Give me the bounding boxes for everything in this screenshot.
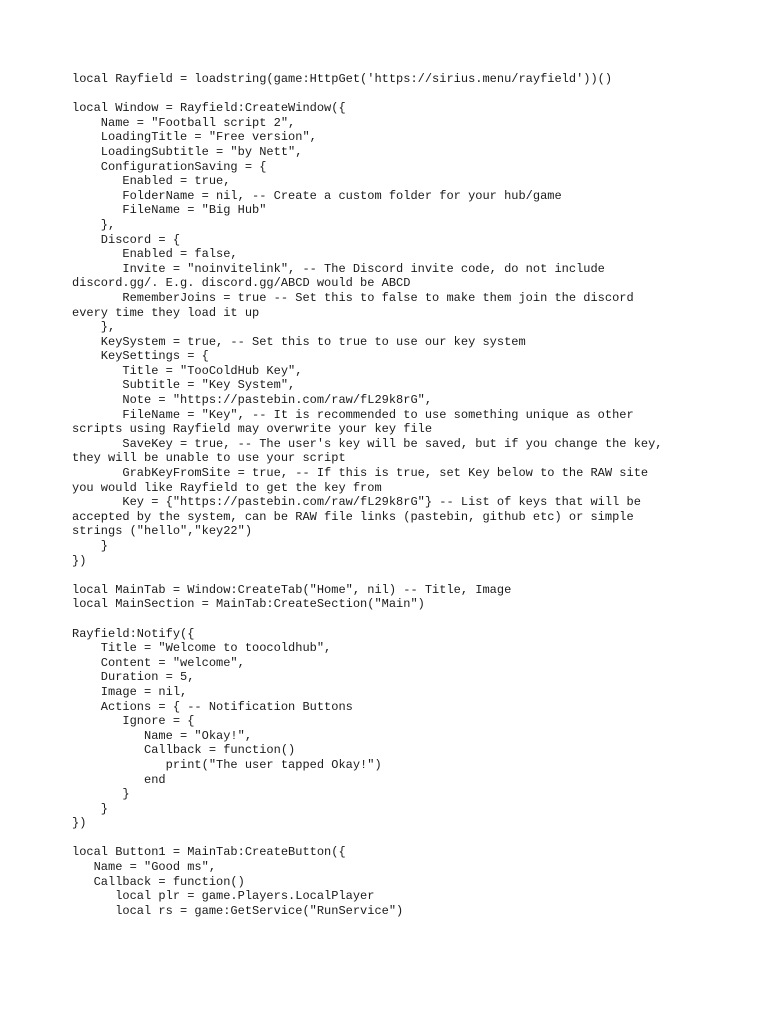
code-line: ConfigurationSaving = {: [72, 159, 267, 174]
code-line: }: [72, 787, 130, 802]
code-line: Enabled = true,: [72, 174, 231, 189]
code-line: end: [72, 772, 166, 787]
code-line: RememberJoins = true -- Set this to false to make them join the discord: [72, 290, 634, 305]
code-line: Callback = function(): [72, 743, 296, 758]
code-line: }: [72, 801, 109, 816]
code-line: local Window = Rayfield:CreateWindow({: [72, 101, 346, 116]
code-line: FileName = "Big Hub": [72, 203, 267, 218]
code-line: [72, 831, 732, 846]
code-line: local MainTab = Window:CreateTab("Home", nil) -- Title, Image: [72, 582, 512, 597]
code-line: Invite = "noinvitelink", -- The Discord invite code, do not include: [72, 261, 605, 276]
code-line: you would like Rayfield to get the key from: [72, 480, 382, 495]
code-line: Key = {"https://pastebin.com/raw/fL29k8rG"} -- List of keys that will be: [72, 495, 641, 510]
code-line: strings ("hello","key22"): [72, 524, 253, 539]
code-line: Actions = { -- Notification Buttons: [72, 699, 353, 714]
code-line: Note = "https://pastebin.com/raw/fL29k8rG",: [72, 393, 433, 408]
code-line: [72, 87, 732, 102]
code-line: GrabKeyFromSite = true, -- If this is true, set Key below to the RAW site: [72, 466, 649, 481]
code-line: local Rayfield = loadstring(game:HttpGet('https://sirius.menu/rayfield'))(): [72, 72, 613, 86]
code-line: Image = nil,: [72, 684, 188, 699]
code-line: print("The user tapped Okay!"): [72, 757, 382, 772]
code-line: LoadingTitle = "Free version",: [72, 130, 317, 145]
code-line: LoadingSubtitle = "by Nett",: [72, 144, 303, 159]
code-line: discord.gg/. E.g. discord.gg/ABCD would be ABCD: [72, 276, 411, 291]
code-line: }: [72, 539, 109, 553]
code-line: local Button1 = MainTab:CreateButton({: [72, 845, 346, 860]
code-line: Discord = {: [72, 232, 181, 247]
code-line: they will be unable to use your script: [72, 451, 346, 466]
code-line: Name = "Good ms",: [72, 860, 217, 875]
code-line: FileName = "Key", -- It is recommended to use something unique as other: [72, 407, 634, 422]
code-line: Name = "Okay!",: [72, 728, 253, 743]
code-line: SaveKey = true, -- The user's key will be saved, but if you change the key,: [72, 436, 663, 451]
code-line: KeySystem = true, -- Set this to true to use our key system: [72, 334, 526, 349]
code-line: Title = "Welcome to toocoldhub",: [72, 641, 332, 656]
code-line: KeySettings = {: [72, 349, 209, 364]
code-line: every time they load it up: [72, 305, 260, 320]
code-line: local MainSection = MainTab:CreateSection("Main"): [72, 597, 425, 612]
code-line: }): [72, 816, 87, 831]
code-line: },: [72, 320, 116, 335]
code-line: Enabled = false,: [72, 247, 238, 262]
code-line: Subtitle = "Key System",: [72, 378, 296, 393]
code-line: Content = "welcome",: [72, 655, 245, 670]
code-line: Name = "Football script 2",: [72, 115, 296, 130]
code-line: }): [72, 553, 87, 568]
code-line: local plr = game.Players.LocalPlayer: [72, 889, 375, 904]
code-line: Callback = function(): [72, 874, 245, 889]
code-line: [72, 568, 732, 583]
code-line: local rs = game:GetService("RunService"): [72, 903, 404, 918]
code-line: [72, 612, 732, 627]
code-block: [72, 72, 732, 918]
code-line: Duration = 5,: [72, 670, 195, 685]
code-line: scripts using Rayfield may overwrite your key file: [72, 422, 433, 437]
code-line: },: [72, 217, 116, 232]
code-line: Rayfield:Notify({: [72, 626, 195, 641]
code-line: Ignore = {: [72, 714, 195, 729]
code-line: Title = "TooColdHub Key",: [72, 363, 303, 378]
code-line: accepted by the system, can be RAW file links (pastebin, github etc) or simple: [72, 509, 634, 524]
code-line: FolderName = nil, -- Create a custom folder for your hub/game: [72, 188, 562, 203]
